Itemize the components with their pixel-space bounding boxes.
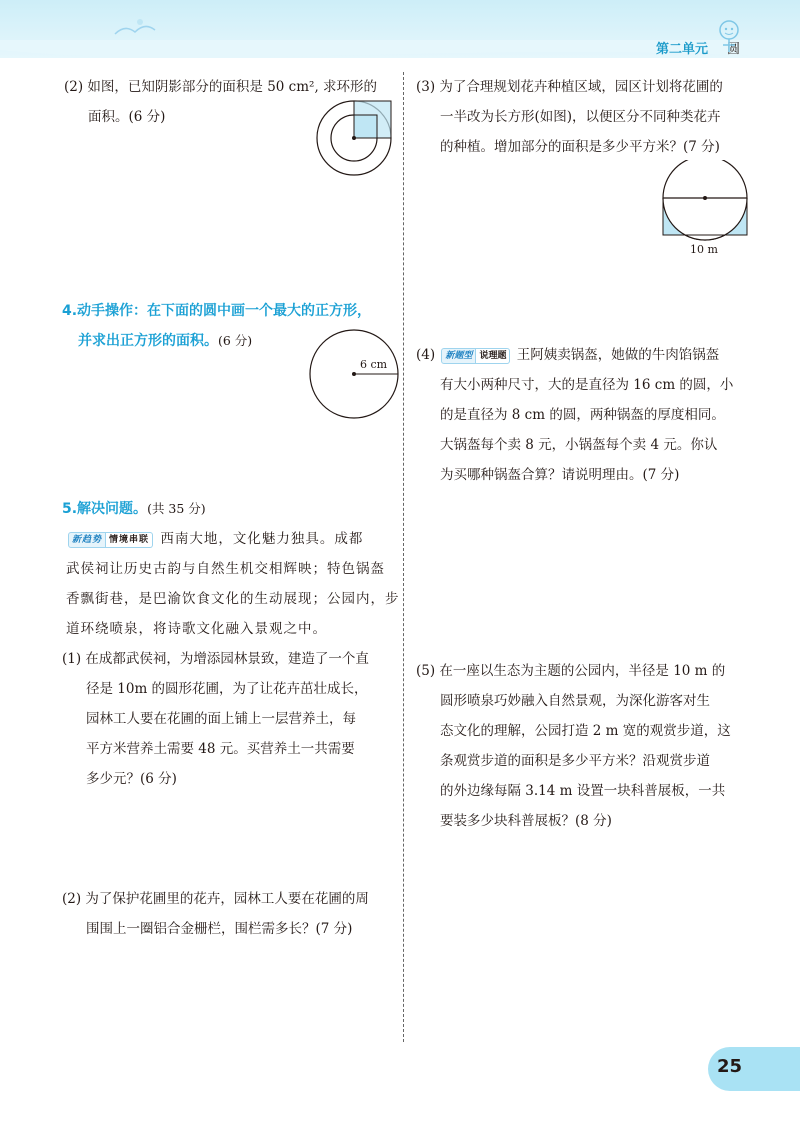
right-q4-line: 大锅盔每个卖 8 元，小锅盔每个卖 4 元。你认 [440,437,718,453]
left-q5-sub1-line: 平方米营养土需要 48 元。买营养土一共需要 [86,741,355,757]
right-q5-line: (5) 在一座以生态为主题的公园内，半径是 10 m 的 [416,663,726,679]
left-q2-line: (2) 如图，已知阴影部分的面积是 50 cm², 求环形的 [64,79,378,95]
right-q5-line: 条观赏步道的面积是多少平方米？沿观赏步道 [440,753,710,769]
bird-decoration-icon [110,14,170,44]
right-q5 [416,656,786,836]
right-q4-prefix: (4) [416,347,436,363]
left-q4-heading-2: 并求出正方形的面积。 [78,333,218,349]
left-q5-intro-line: 武侯祠让历史古韵与自然生机交相辉映；特色锅盔 [66,561,385,577]
left-q4-score: (6 分) [218,333,253,348]
right-q4-line: 的是直径为 8 cm 的圆，两种锅盔的厚度相同。 [440,407,725,423]
left-q5-sub2-line: (2) 为了保护花圃里的花卉，园林工人要在花圃的周 [62,891,369,907]
left-q5-intro-line: 香飘街巷，是巴渝饮食文化的生动展现；公园内，步 [66,591,400,607]
right-q5-line: 圆形喷泉巧妙融入自然景观，为深化游客对生 [440,693,710,709]
left-q5-sub2 [62,884,402,944]
column-divider [403,72,404,1042]
right-q3-line: 一半改为长方形(如图)，以便区分不同种类花卉 [440,109,721,125]
left-q5-sub1-line: 园林工人要在花圃的面上铺上一层营养土，每 [86,711,356,727]
page-number: 25 [716,1056,742,1077]
new-type-tag: 新题型 说理题 [441,348,510,364]
left-q5-intro-line: 道环绕喷泉，将诗歌文化融入景观之中。 [66,621,327,637]
semicircle-rect-figure [660,160,756,260]
left-q5-sub2-line: 围围上一圈铝合金栅栏，围栏需多长？(7 分) [86,921,353,937]
right-q5-line: 态文化的理解，公园打造 2 m 宽的观赏步道，这 [440,723,731,739]
rect-length-label: 10 m [690,243,718,256]
left-q5-sub1-line: 径是 10m 的圆形花圃，为了让花卉茁壮成长， [86,681,368,697]
unit-topic: 圆 [726,42,740,57]
right-q3-line: (3) 为了合理规划花卉种植区域，园区计划将花圃的 [416,79,723,95]
right-q3-line: 的种植。增加部分的面积是多少平方米？(7 分) [440,139,720,155]
right-q5-line: 的外边缘每隔 3.14 m 设置一块科普展板，一共 [440,783,726,799]
mascot-icon [714,16,744,56]
left-q2-line: 面积。(6 分) [88,109,166,125]
left-q5-heading: 5.解决问题。 [62,501,148,517]
circle-6cm-figure [308,328,400,420]
left-q4-heading: 4.动手操作：在下面的圆中画一个最大的正方形， [62,303,372,319]
left-q5 [62,494,402,794]
annulus-figure [314,98,394,178]
right-q4-line: 为买哪种锅盔合算？请说明理由。(7 分) [440,467,680,483]
unit-label: 第二单元 [655,42,708,57]
right-q4-line: 有大小两种尺寸，大的是直径为 16 cm 的圆，小 [440,377,734,393]
right-q5-line: 要装多少块科普展板？(8 分) [440,813,612,829]
right-q4 [416,340,786,490]
right-q4-first: 王阿姨卖锅盔，她做的牛肉馅锅盔 [516,347,720,363]
right-q3 [416,72,786,162]
left-q5-sub1-line: 多少元？(6 分) [86,771,177,787]
left-q5-score: (共 35 分) [147,501,206,516]
left-q5-sub1-line: (1) 在成都武侯祠，为增添园林景致，建造了一个直 [62,651,369,667]
situation-tag: 新趋势 情境串联 [68,532,153,548]
left-q5-intro: 西南大地，文化魅力独具。成都 [160,531,364,547]
circle-radius-label: 6 cm [360,358,388,371]
